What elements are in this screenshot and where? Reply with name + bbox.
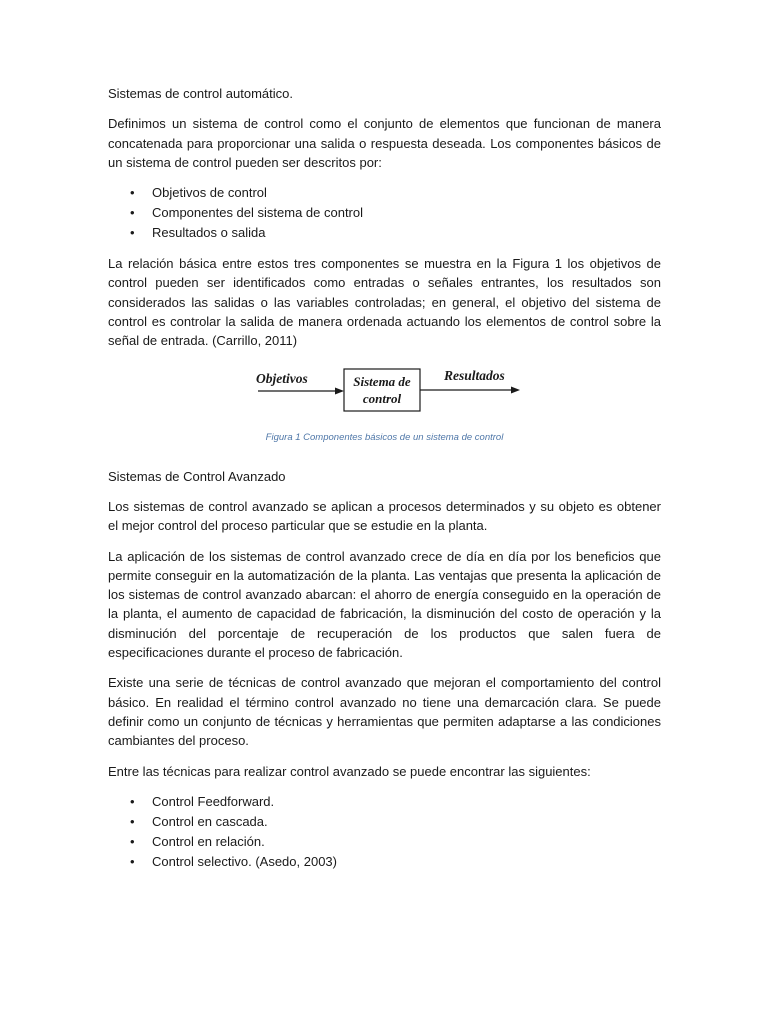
list-item-text: Control selectivo. (Asedo, 2003) (152, 853, 337, 869)
output-arrow-head-icon (511, 386, 520, 393)
list-item (108, 812, 661, 832)
list-item-text: Componentes del sistema de control (152, 205, 364, 221)
output-label: Resultados (444, 367, 505, 383)
components-list (108, 183, 661, 243)
section-title-control-automatico: Sistemas de control automático. (108, 86, 293, 101)
bullet-icon: • (130, 833, 135, 849)
input-arrow-head-icon (335, 387, 344, 394)
figure-caption: Figura 1 Componentes básicos de un sistema de control (265, 431, 504, 443)
paragraph-tecnicas-intro: Entre las técnicas para realizar control avanzado se puede encontrar las siguientes: (108, 763, 591, 779)
section-title-control-avanzado: Sistemas de Control Avanzado (108, 468, 286, 484)
list-item-text: Objetivos de control (152, 185, 267, 201)
list-item (108, 223, 661, 243)
list-item-text: Control en relación. (152, 833, 265, 849)
list-item (108, 183, 661, 203)
list-item-text: Control Feedforward. (152, 793, 275, 809)
bullet-icon: • (130, 813, 135, 829)
paragraph-definition: Definimos un sistema de control como el conjunto de elementos que funcionan de manera concatenada para proporcionar una salida o respuesta deseada. Los componentes básicos de un sistema de control pueden ser descritos por: (108, 116, 661, 170)
paragraph-avanzado-intro: Los sistemas de control avanzado se aplican a procesos determinados y su objeto es obtener el mejor control del proceso particular que se estudie en la planta. (108, 498, 661, 534)
bullet-icon: • (130, 793, 135, 809)
paragraph-relation: La relación básica entre estos tres componentes se muestra en la Figura 1 los objetivos de control pueden ser identificados como entradas o señales entrantes, los resultados son considerados las salidas o las variables controladas; en general, el objetivo del sistema de control es controlar la salida de manera ordenada actuando los elementos de control sobre la señal de entrada. (Carrillo, 2011) (108, 256, 661, 349)
paragraph-avanzado-tecnicas: Existe una serie de técnicas de control avanzado que mejoran el comportamiento del control básico. En realidad el término control avanzado no tiene una demarcación clara. Se puede definir como un conjunto de técnicas y herramientas que permiten adaptarse a las condiciones cambiantes del proceso. (108, 675, 661, 749)
list-item (108, 852, 661, 872)
paragraph-avanzado-aplicacion: La aplicación de los sistemas de control avanzado crece de día en día por los beneficios que permite conseguir en la automatización de la planta. Las ventajas que presenta la aplicación de los sistemas de control avanzado abarcan: el ahorro de energía conseguido en la operación de la planta, el aumento de capacidad de fabricación, la disminución del costo de operación y la disminución del porcentaje de recuperación de los productos que salen fuera de especificaciones durante el proceso de fabricación. (108, 548, 661, 661)
list-item (108, 832, 661, 852)
list-item-text: Resultados o salida (152, 225, 266, 241)
document-page (108, 84, 661, 883)
list-item (108, 203, 661, 223)
bullet-icon: • (130, 853, 135, 869)
input-label: Objetivos (256, 370, 308, 386)
list-item (108, 792, 661, 812)
block-diagram (256, 363, 526, 413)
bullet-icon: • (130, 185, 135, 201)
techniques-list (108, 792, 661, 872)
bullet-icon: • (130, 205, 135, 221)
figure-control-diagram (108, 363, 661, 467)
box-label-line1: Sistema de (353, 373, 411, 389)
bullet-icon: • (130, 225, 135, 241)
box-label-line2: control (362, 390, 402, 406)
list-item-text: Control en cascada. (152, 813, 268, 829)
